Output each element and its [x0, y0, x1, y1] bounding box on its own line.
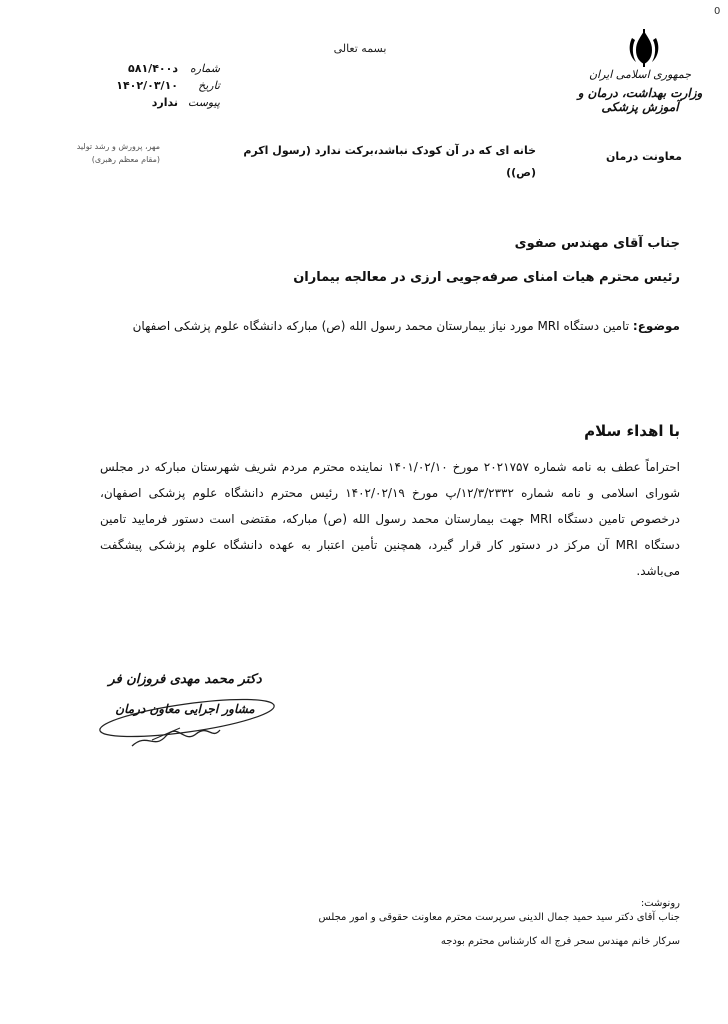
handwritten-signature-icon	[92, 688, 282, 758]
greeting: با اهداء سلام	[584, 422, 680, 440]
corner-mark: 0	[714, 6, 721, 17]
ministry-name: وزارت بهداشت، درمان و آموزش پزشکی	[577, 86, 703, 114]
signer-name: دکتر محمد مهدی فروزان فر	[108, 672, 262, 687]
signer-title: مشاور اجرایی معاون درمان	[115, 702, 255, 716]
ministry-country: جمهوری اسلامی ایران	[588, 68, 692, 81]
ref-date-value: ۱۴۰۲/۰۳/۱۰	[116, 79, 178, 92]
recipient-name: جناب آقای مهندس صفوی	[514, 236, 680, 251]
deputy-name: معاونت درمان	[606, 150, 682, 163]
cc-label: رونوشت:	[640, 898, 680, 909]
ref-number-value: ۵۸۱/۴۰۰د	[128, 62, 178, 75]
ref-attachment-row	[100, 96, 220, 113]
reference-block	[100, 62, 220, 113]
ref-number-label: شماره	[189, 62, 220, 75]
subject-label: موضوع:	[632, 319, 680, 333]
ref-date-label: تاریخ	[198, 79, 220, 92]
ref-attachment-label: پیوست	[187, 96, 220, 109]
year-slogan-stamp: مهر، پرورش و رشد تولید (مقام معظم رهبری)	[76, 142, 160, 164]
cc-line: جناب آقای دکتر سید حمید جمال الدینی سرپرست محترم معاونت حقوقی و امور مجلس	[318, 912, 680, 923]
iran-emblem-icon	[626, 28, 662, 68]
recipient-title: رئیس محترم هیات امنای صرفه‌جویی ارزی در معالجه بیماران	[293, 270, 680, 285]
ref-number-row	[100, 62, 220, 79]
basmala: بسمه تعالی	[333, 42, 387, 55]
ministry-heading	[570, 68, 710, 114]
subject	[110, 303, 680, 349]
slogan: خانه ای که در آن کودک نباشد،برکت ندارد (رسول اکرم (ص))	[243, 144, 536, 179]
cc-line: سرکار خانم مهندس سحر فرج اله کارشناس محترم بودجه	[440, 936, 680, 947]
subject-text: تامین دستگاه MRI مورد نیاز بیمارستان محمد رسول الله (ص) مبارکه دانشگاه علوم پزشکی اصفهان	[132, 319, 630, 333]
ref-date-row	[100, 79, 220, 96]
ref-attachment-value: ندارد	[151, 96, 178, 109]
letter-body: احتراماً عطف به نامه شماره ۲۰۲۱۷۵۷ مورخ ۱۴۰۱/۰۲/۱۰ نماینده محترم مردم شریف شهرستان مبارکه در مجلس شورای اسلامی و نامه شماره ۱۲/۳/۲۳۳۲/پ مورخ ۱۴۰۲/۰۲/۱۹ رئیس محترم دانشگاه علوم پزشکی اصفهان، درخصوص تامین دستگاه MRI جهت بیمارستان محمد رسول الله (ص) مبارکه، مقتضی است دستور فرمایید تامین دستگاه MRI آن مرکز در دستور کار قرار گیرد، همچنین تأمین اعتبار به عهده دانشگاه علوم پزشکی پیشگفت می‌باشد.	[100, 460, 681, 578]
